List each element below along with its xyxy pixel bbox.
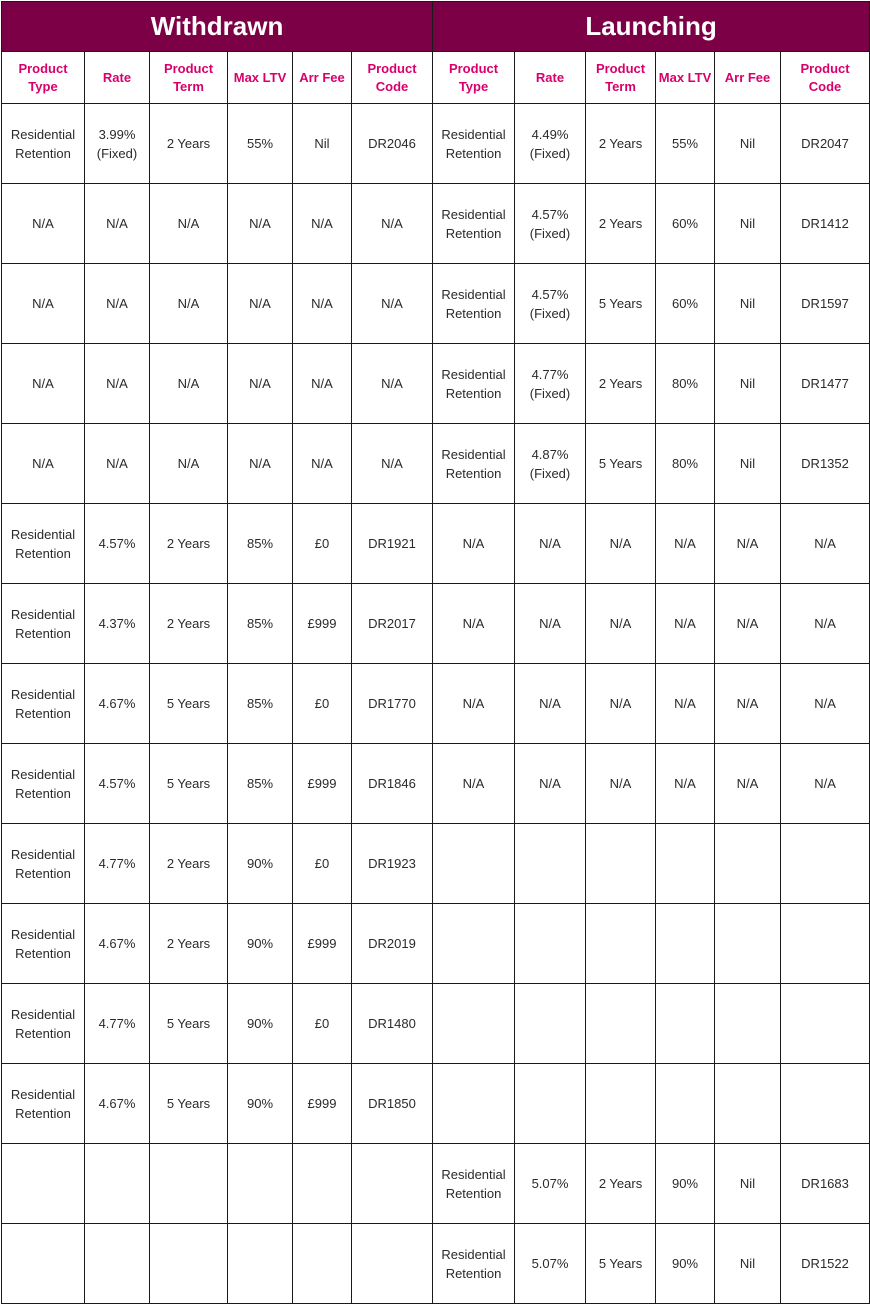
launching-max-ltv-cell bbox=[656, 824, 715, 904]
withdrawn-rate-cell: 4.67% bbox=[85, 664, 150, 744]
launching-product-code-cell bbox=[781, 984, 870, 1064]
withdrawn-product-term-cell: N/A bbox=[150, 264, 228, 344]
withdrawn-product-term-cell: 5 Years bbox=[150, 744, 228, 824]
column-header-row bbox=[2, 52, 870, 104]
launching-product-term-cell: 2 Years bbox=[586, 104, 656, 184]
table-row bbox=[2, 184, 870, 264]
withdrawn-product-code-cell: N/A bbox=[352, 264, 433, 344]
launching-product-code-cell: DR1477 bbox=[781, 344, 870, 424]
launching-product-code-cell: N/A bbox=[781, 504, 870, 584]
withdrawn-product-type-cell: Residential Retention bbox=[2, 104, 85, 184]
launching-product-term-cell bbox=[586, 1064, 656, 1144]
withdrawn-product-term-cell: N/A bbox=[150, 424, 228, 504]
launching-rate-cell: 5.07% bbox=[515, 1144, 586, 1224]
launching-arr-fee-cell bbox=[715, 984, 781, 1064]
launching-rate-cell bbox=[515, 1064, 586, 1144]
launching-product-type-cell bbox=[433, 984, 515, 1064]
launching-max-ltv-cell: 80% bbox=[656, 424, 715, 504]
launching-arr-fee-cell: Nil bbox=[715, 1144, 781, 1224]
withdrawn-arr-fee-cell: £999 bbox=[293, 584, 352, 664]
launching-product-type-cell: Residential Retention bbox=[433, 424, 515, 504]
launching-arr-fee-cell: N/A bbox=[715, 504, 781, 584]
withdrawn-product-code-cell: N/A bbox=[352, 424, 433, 504]
launching-rate-cell: 4.57% (Fixed) bbox=[515, 264, 586, 344]
launching-product-type-cell bbox=[433, 1064, 515, 1144]
withdrawn-rate-cell: 4.67% bbox=[85, 1064, 150, 1144]
launching-product-type-cell: N/A bbox=[433, 744, 515, 824]
launching-product-code-cell: N/A bbox=[781, 744, 870, 824]
launching-arr-fee-cell: Nil bbox=[715, 1224, 781, 1304]
withdrawn-rate-cell: 3.99% (Fixed) bbox=[85, 104, 150, 184]
launching-max-ltv-cell: N/A bbox=[656, 664, 715, 744]
col-header-rate: Rate bbox=[515, 52, 586, 104]
table-row bbox=[2, 824, 870, 904]
launching-product-term-cell: N/A bbox=[586, 504, 656, 584]
launching-product-type-cell: Residential Retention bbox=[433, 184, 515, 264]
withdrawn-max-ltv-cell bbox=[228, 1144, 293, 1224]
launching-product-term-cell: 5 Years bbox=[586, 424, 656, 504]
launching-product-code-cell: N/A bbox=[781, 584, 870, 664]
withdrawn-product-type-cell: N/A bbox=[2, 184, 85, 264]
withdrawn-rate-cell: 4.57% bbox=[85, 744, 150, 824]
col-header-product-term: Product Term bbox=[586, 52, 656, 104]
launching-max-ltv-cell bbox=[656, 904, 715, 984]
withdrawn-arr-fee-cell: £0 bbox=[293, 504, 352, 584]
launching-rate-cell bbox=[515, 984, 586, 1064]
col-header-arr-fee: Arr Fee bbox=[293, 52, 352, 104]
launching-product-type-cell bbox=[433, 824, 515, 904]
withdrawn-max-ltv-cell: 90% bbox=[228, 824, 293, 904]
launching-rate-cell: 4.49% (Fixed) bbox=[515, 104, 586, 184]
withdrawn-arr-fee-cell: £999 bbox=[293, 744, 352, 824]
withdrawn-max-ltv-cell: 85% bbox=[228, 664, 293, 744]
table-row bbox=[2, 744, 870, 824]
withdrawn-rate-cell: 4.67% bbox=[85, 904, 150, 984]
withdrawn-rate-cell: 4.57% bbox=[85, 504, 150, 584]
table-row bbox=[2, 344, 870, 424]
withdrawn-product-code-cell bbox=[352, 1224, 433, 1304]
launching-product-type-cell: N/A bbox=[433, 504, 515, 584]
launching-product-term-cell: 2 Years bbox=[586, 1144, 656, 1224]
col-header-product-code: Product Code bbox=[352, 52, 433, 104]
withdrawn-product-type-cell: N/A bbox=[2, 424, 85, 504]
withdrawn-product-type-cell: Residential Retention bbox=[2, 664, 85, 744]
table-row bbox=[2, 1064, 870, 1144]
launching-product-term-cell: 5 Years bbox=[586, 264, 656, 344]
withdrawn-product-type-cell: Residential Retention bbox=[2, 904, 85, 984]
withdrawn-rate-cell: 4.37% bbox=[85, 584, 150, 664]
withdrawn-product-type-cell: Residential Retention bbox=[2, 1064, 85, 1144]
withdrawn-product-code-cell: DR1921 bbox=[352, 504, 433, 584]
launching-product-term-cell: N/A bbox=[586, 744, 656, 824]
launching-rate-cell: N/A bbox=[515, 744, 586, 824]
table-row bbox=[2, 104, 870, 184]
withdrawn-product-term-cell: 5 Years bbox=[150, 984, 228, 1064]
withdrawn-arr-fee-cell: N/A bbox=[293, 424, 352, 504]
launching-arr-fee-cell: N/A bbox=[715, 584, 781, 664]
withdrawn-max-ltv-cell: N/A bbox=[228, 344, 293, 424]
launching-rate-cell: 4.57% (Fixed) bbox=[515, 184, 586, 264]
table-body bbox=[2, 104, 870, 1304]
withdrawn-max-ltv-cell: 85% bbox=[228, 584, 293, 664]
launching-product-term-cell: N/A bbox=[586, 584, 656, 664]
withdrawn-product-type-cell: Residential Retention bbox=[2, 584, 85, 664]
withdrawn-product-term-cell: 2 Years bbox=[150, 824, 228, 904]
launching-max-ltv-cell: N/A bbox=[656, 504, 715, 584]
col-header-product-type: Product Type bbox=[2, 52, 85, 104]
withdrawn-product-term-cell: 2 Years bbox=[150, 104, 228, 184]
launching-rate-cell: 5.07% bbox=[515, 1224, 586, 1304]
withdrawn-product-term-cell: N/A bbox=[150, 344, 228, 424]
withdrawn-max-ltv-cell: 90% bbox=[228, 984, 293, 1064]
withdrawn-arr-fee-cell: Nil bbox=[293, 104, 352, 184]
launching-product-code-cell: DR1597 bbox=[781, 264, 870, 344]
withdrawn-max-ltv-cell: 85% bbox=[228, 504, 293, 584]
launching-product-term-cell: N/A bbox=[586, 664, 656, 744]
launching-product-code-cell bbox=[781, 1064, 870, 1144]
withdrawn-max-ltv-cell: 90% bbox=[228, 1064, 293, 1144]
withdrawn-product-type-cell bbox=[2, 1144, 85, 1224]
withdrawn-rate-cell bbox=[85, 1144, 150, 1224]
col-header-product-type: Product Type bbox=[433, 52, 515, 104]
table-row bbox=[2, 264, 870, 344]
withdrawn-arr-fee-cell: N/A bbox=[293, 344, 352, 424]
launching-product-code-cell: DR1522 bbox=[781, 1224, 870, 1304]
launching-product-code-cell: DR2047 bbox=[781, 104, 870, 184]
withdrawn-rate-cell: N/A bbox=[85, 344, 150, 424]
launching-max-ltv-cell bbox=[656, 1064, 715, 1144]
launching-product-code-cell: N/A bbox=[781, 664, 870, 744]
withdrawn-product-term-cell: 5 Years bbox=[150, 1064, 228, 1144]
launching-product-term-cell: 5 Years bbox=[586, 1224, 656, 1304]
table-row bbox=[2, 584, 870, 664]
launching-max-ltv-cell: 55% bbox=[656, 104, 715, 184]
launching-max-ltv-cell: 60% bbox=[656, 264, 715, 344]
withdrawn-product-code-cell: DR1923 bbox=[352, 824, 433, 904]
col-header-max-ltv: Max LTV bbox=[228, 52, 293, 104]
launching-product-type-cell: Residential Retention bbox=[433, 1224, 515, 1304]
launching-product-code-cell bbox=[781, 904, 870, 984]
launching-product-term-cell bbox=[586, 984, 656, 1064]
withdrawn-arr-fee-cell bbox=[293, 1224, 352, 1304]
withdrawn-product-type-cell: N/A bbox=[2, 264, 85, 344]
withdrawn-product-type-cell: Residential Retention bbox=[2, 504, 85, 584]
withdrawn-arr-fee-cell bbox=[293, 1144, 352, 1224]
launching-arr-fee-cell bbox=[715, 1064, 781, 1144]
withdrawn-max-ltv-cell: 85% bbox=[228, 744, 293, 824]
product-changes-table bbox=[1, 1, 870, 1304]
withdrawn-max-ltv-cell: 90% bbox=[228, 904, 293, 984]
withdrawn-max-ltv-cell: N/A bbox=[228, 184, 293, 264]
withdrawn-rate-cell: N/A bbox=[85, 184, 150, 264]
launching-product-type-cell: Residential Retention bbox=[433, 1144, 515, 1224]
launching-max-ltv-cell: N/A bbox=[656, 744, 715, 824]
launching-product-term-cell: 2 Years bbox=[586, 184, 656, 264]
launching-rate-cell: N/A bbox=[515, 504, 586, 584]
launching-max-ltv-cell: 90% bbox=[656, 1144, 715, 1224]
withdrawn-product-term-cell bbox=[150, 1144, 228, 1224]
table-row bbox=[2, 984, 870, 1064]
launching-arr-fee-cell: Nil bbox=[715, 424, 781, 504]
withdrawn-product-term-cell: 5 Years bbox=[150, 664, 228, 744]
withdrawn-rate-cell: 4.77% bbox=[85, 984, 150, 1064]
withdrawn-arr-fee-cell: £999 bbox=[293, 904, 352, 984]
withdrawn-product-code-cell: DR1480 bbox=[352, 984, 433, 1064]
withdrawn-product-term-cell: 2 Years bbox=[150, 904, 228, 984]
col-header-product-code: Product Code bbox=[781, 52, 870, 104]
launching-product-term-cell: 2 Years bbox=[586, 344, 656, 424]
withdrawn-arr-fee-cell: £0 bbox=[293, 824, 352, 904]
withdrawn-arr-fee-cell: £0 bbox=[293, 664, 352, 744]
launching-rate-cell: N/A bbox=[515, 664, 586, 744]
group-header-row bbox=[2, 2, 870, 52]
launching-product-term-cell bbox=[586, 904, 656, 984]
launching-arr-fee-cell bbox=[715, 824, 781, 904]
withdrawn-product-type-cell: Residential Retention bbox=[2, 744, 85, 824]
launching-max-ltv-cell: 80% bbox=[656, 344, 715, 424]
withdrawn-title: Withdrawn bbox=[2, 2, 433, 52]
withdrawn-product-type-cell: Residential Retention bbox=[2, 984, 85, 1064]
launching-product-type-cell: N/A bbox=[433, 664, 515, 744]
table-row bbox=[2, 904, 870, 984]
launching-rate-cell bbox=[515, 824, 586, 904]
withdrawn-max-ltv-cell: 55% bbox=[228, 104, 293, 184]
launching-product-term-cell bbox=[586, 824, 656, 904]
launching-max-ltv-cell: 90% bbox=[656, 1224, 715, 1304]
launching-max-ltv-cell: N/A bbox=[656, 584, 715, 664]
withdrawn-product-term-cell: 2 Years bbox=[150, 504, 228, 584]
withdrawn-arr-fee-cell: £0 bbox=[293, 984, 352, 1064]
withdrawn-product-code-cell: DR2019 bbox=[352, 904, 433, 984]
withdrawn-product-code-cell: N/A bbox=[352, 184, 433, 264]
launching-rate-cell: 4.77% (Fixed) bbox=[515, 344, 586, 424]
withdrawn-product-type-cell: Residential Retention bbox=[2, 824, 85, 904]
withdrawn-product-code-cell: DR1846 bbox=[352, 744, 433, 824]
withdrawn-rate-cell: 4.77% bbox=[85, 824, 150, 904]
table-row bbox=[2, 504, 870, 584]
launching-arr-fee-cell: N/A bbox=[715, 744, 781, 824]
withdrawn-max-ltv-cell: N/A bbox=[228, 424, 293, 504]
withdrawn-max-ltv-cell: N/A bbox=[228, 264, 293, 344]
table-row bbox=[2, 664, 870, 744]
launching-rate-cell bbox=[515, 904, 586, 984]
launching-product-code-cell: DR1683 bbox=[781, 1144, 870, 1224]
withdrawn-arr-fee-cell: N/A bbox=[293, 184, 352, 264]
launching-product-type-cell bbox=[433, 904, 515, 984]
withdrawn-product-code-cell bbox=[352, 1144, 433, 1224]
launching-product-type-cell: Residential Retention bbox=[433, 264, 515, 344]
col-header-product-term: Product Term bbox=[150, 52, 228, 104]
withdrawn-max-ltv-cell bbox=[228, 1224, 293, 1304]
withdrawn-arr-fee-cell: £999 bbox=[293, 1064, 352, 1144]
launching-product-code-cell: DR1412 bbox=[781, 184, 870, 264]
launching-arr-fee-cell: Nil bbox=[715, 344, 781, 424]
launching-arr-fee-cell: N/A bbox=[715, 664, 781, 744]
launching-title: Launching bbox=[433, 2, 870, 52]
withdrawn-product-type-cell bbox=[2, 1224, 85, 1304]
launching-max-ltv-cell: 60% bbox=[656, 184, 715, 264]
withdrawn-product-code-cell: DR1770 bbox=[352, 664, 433, 744]
table-row bbox=[2, 1224, 870, 1304]
launching-arr-fee-cell: Nil bbox=[715, 104, 781, 184]
withdrawn-rate-cell: N/A bbox=[85, 424, 150, 504]
table-row bbox=[2, 424, 870, 504]
withdrawn-rate-cell bbox=[85, 1224, 150, 1304]
col-header-arr-fee: Arr Fee bbox=[715, 52, 781, 104]
launching-rate-cell: 4.87% (Fixed) bbox=[515, 424, 586, 504]
withdrawn-product-term-cell: N/A bbox=[150, 184, 228, 264]
launching-product-type-cell: Residential Retention bbox=[433, 344, 515, 424]
table-row bbox=[2, 1144, 870, 1224]
launching-rate-cell: N/A bbox=[515, 584, 586, 664]
col-header-rate: Rate bbox=[85, 52, 150, 104]
withdrawn-arr-fee-cell: N/A bbox=[293, 264, 352, 344]
withdrawn-product-code-cell: DR2017 bbox=[352, 584, 433, 664]
withdrawn-product-code-cell: DR2046 bbox=[352, 104, 433, 184]
launching-product-type-cell: N/A bbox=[433, 584, 515, 664]
col-header-max-ltv: Max LTV bbox=[656, 52, 715, 104]
launching-max-ltv-cell bbox=[656, 984, 715, 1064]
launching-product-type-cell: Residential Retention bbox=[433, 104, 515, 184]
withdrawn-product-term-cell bbox=[150, 1224, 228, 1304]
withdrawn-rate-cell: N/A bbox=[85, 264, 150, 344]
launching-arr-fee-cell: Nil bbox=[715, 264, 781, 344]
withdrawn-product-term-cell: 2 Years bbox=[150, 584, 228, 664]
launching-arr-fee-cell bbox=[715, 904, 781, 984]
launching-arr-fee-cell: Nil bbox=[715, 184, 781, 264]
withdrawn-product-code-cell: DR1850 bbox=[352, 1064, 433, 1144]
launching-product-code-cell: DR1352 bbox=[781, 424, 870, 504]
withdrawn-product-code-cell: N/A bbox=[352, 344, 433, 424]
withdrawn-product-type-cell: N/A bbox=[2, 344, 85, 424]
launching-product-code-cell bbox=[781, 824, 870, 904]
